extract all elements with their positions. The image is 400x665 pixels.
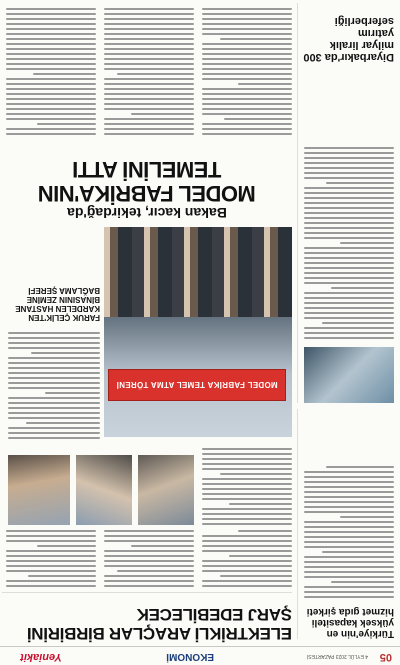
article-photo-2 [76,455,132,525]
side-right-headline: FARUK ÇELİK'TEN KARDELEN HASTANE BİNASININ ZEMİNE BAĞLAMA ŞEREFİ [15,286,100,322]
page-number: 05 [379,651,392,663]
article-photo-3 [8,455,70,525]
main-story [2,141,292,221]
top-story-text-col2 [104,530,194,587]
side-left-lower-text [304,147,394,339]
side-right-text [8,332,100,439]
main-story-text-col1 [202,8,292,135]
main-headline-line2: MODEL FABRİKA'NIN [38,181,256,206]
issue-date: 4 EYLÜL 2023 PAZARTESİ [306,653,368,659]
side-left-headline: Türkiye'nin en yüksek kapasiteli hizmet gıda şirketi [306,606,394,639]
top-story-text-col3 [6,530,96,587]
side-left-photo [304,347,394,403]
top-story-text [202,530,292,587]
article-photo-1 [138,455,194,525]
side-story-right [4,239,100,439]
middle-text [202,448,292,525]
inline-photos [6,445,194,525]
side-left-text [304,466,394,598]
side-story-left-lower [297,3,394,403]
brand-logo: Yeniakit [20,651,62,663]
photo-banner [108,369,286,401]
top-story [2,592,292,643]
banner-text: MODEL FABRİKA TEMEL ATMA TÖRENİ [116,380,278,390]
main-photo [104,227,292,437]
main-story-text-col2 [104,8,194,135]
section-label: EKONOMİ [166,651,214,662]
main-story-text-col3 [6,8,96,135]
main-headline-line3: TEMELİNİ ATTI [72,157,222,182]
top-story-headline: ELEKTRİKLİ ARAÇLAR BİRBİRİNİ ŞARJ EDEBİLECEK [27,605,292,643]
main-headline-line1: Bakan kacır, tekirdağ'da [67,205,227,221]
masthead [0,646,400,665]
side-story-left [297,409,394,639]
photo-people-row [104,227,292,317]
side-left-lower-headline: Diyarbakır'da 300 milyar liralık yatırım seferberliği [303,15,394,63]
